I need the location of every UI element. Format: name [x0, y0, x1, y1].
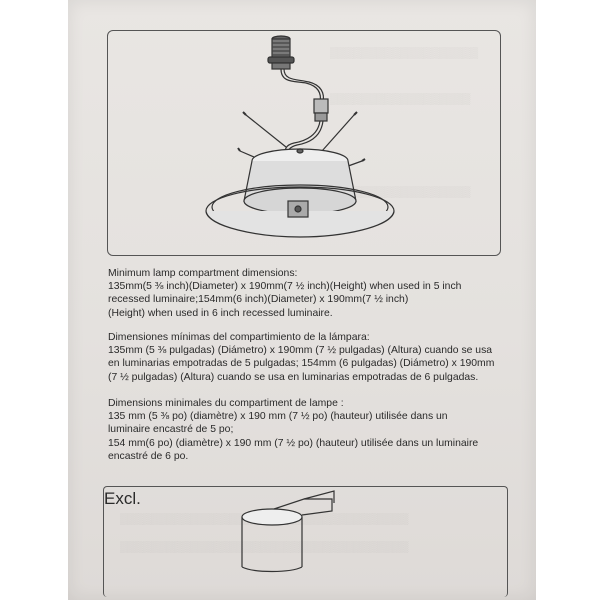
- socket-adapter: [268, 36, 294, 69]
- english-line: 135mm(5 ⅜ inch)(Diameter) x 190mm(7 ½ inch)(Height) when used in 5 inch: [108, 281, 462, 293]
- exclusion-label: Excl.: [104, 489, 141, 508]
- exclusion-frame: [103, 486, 508, 597]
- french-line: 135 mm (5 ⅜ po) (diamètre) x 190 mm (7 ½ po) (hauteur) utilisée dans un: [108, 411, 448, 423]
- french-heading: Dimensions minimales du compartiment de lampe :: [108, 398, 344, 409]
- french-dimensions-block: [108, 397, 508, 463]
- spring-clip-left-upper: [246, 115, 286, 147]
- french-line: luminaire encastré de 5 po;: [108, 424, 234, 436]
- french-line: 154 mm(6 po) (diamètre) x 190 mm (7 ½ po) (hauteur) utilisée dans un luminaire: [108, 437, 479, 449]
- spanish-dimensions-block: [108, 331, 508, 384]
- downlight-illustration: [108, 31, 500, 255]
- english-heading: Minimum lamp compartment dimensions:: [108, 268, 298, 279]
- recessed-can-illustration: [104, 487, 507, 597]
- spanish-line: en luminarias empotradas de 5 pulgadas; 154mm (6 pulgadas) (Diámetro) x 190mm: [108, 358, 495, 370]
- installation-figure-frame: [107, 30, 501, 256]
- quick-connector: [314, 99, 328, 113]
- english-dimensions-block: [108, 267, 508, 320]
- french-line: encastré de 6 po.: [108, 450, 189, 462]
- spanish-line: (7 ½ pulgadas) (Altura) cuando se usa en luminarias empotradas de 6 pulgadas.: [108, 371, 479, 383]
- english-line: recessed luminaire;154mm(6 inch)(Diameter) x 190mm(7 ½ inch): [108, 294, 409, 306]
- power-cable: [281, 69, 320, 103]
- english-line: (Height) when used in 6 inch recessed luminaire.: [108, 307, 333, 319]
- spanish-heading: Dimensiones mínimas del compartimiento de la lámpara:: [108, 332, 370, 343]
- spanish-line: 135mm (5 ⅜ pulgadas) (Diámetro) x 190mm (7 ½ pulgadas) (Altura) cuando se usa: [108, 345, 493, 357]
